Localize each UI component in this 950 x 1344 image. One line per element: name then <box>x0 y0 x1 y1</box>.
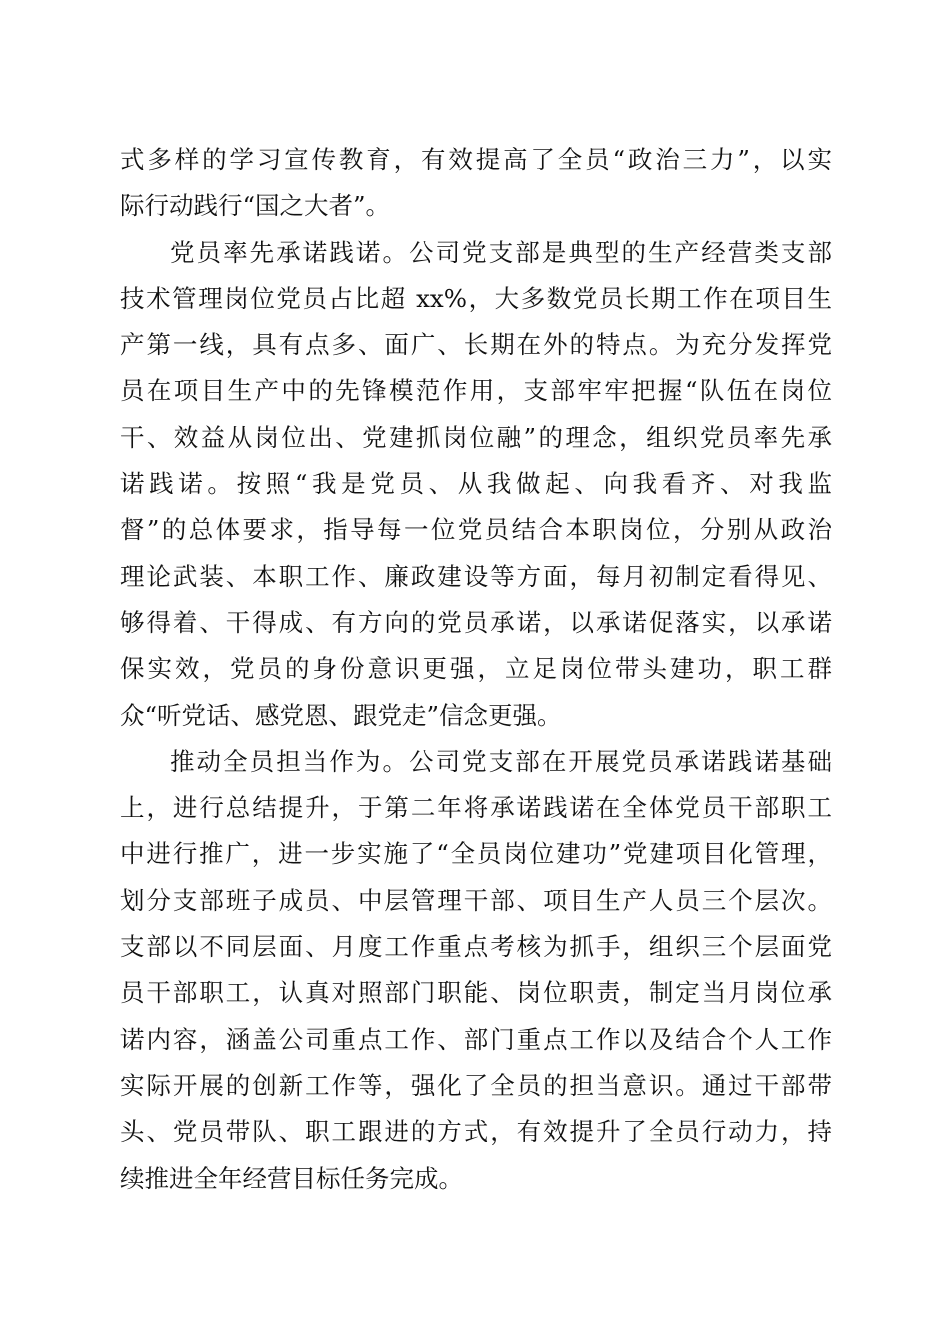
text-line: 诺内容，涵盖公司重点工作、部门重点工作以及结合个人工作 <box>120 1024 832 1054</box>
text-line: 技术管理岗位党员占比超 xx%，大多数党员长期工作在项目生 <box>120 283 832 313</box>
text-line: 划分支部班子成员、中层管理干部、项目生产人员三个层次。 <box>120 885 832 915</box>
text-line: 续推进全年经营目标任务完成。 <box>120 1163 463 1193</box>
text-line: 够得着、干得成、有方向的党员承诺，以承诺促落实，以承诺 <box>120 607 832 637</box>
text-line: 中进行推广，进一步实施了“全员岗位建功”党建项目化管理， <box>120 839 832 869</box>
text-line: 员干部职工，认真对照部门职能、岗位职责，制定当月岗位承 <box>120 978 832 1008</box>
document-body <box>120 137 832 1202</box>
text-line: 理论武装、本职工作、廉政建设等方面，每月初制定看得见、 <box>120 561 832 591</box>
text-line: 际行动践行“国之大者”。 <box>120 191 391 221</box>
text-line: 头、党员带队、职工跟进的方式，有效提升了全员行动力，持 <box>120 1117 832 1147</box>
text-line: 诺践诺。按照“我是党员、从我做起、向我看齐、对我监 <box>120 469 832 499</box>
text-line: 督”的总体要求，指导每一位党员结合本职岗位，分别从政治 <box>120 515 832 545</box>
text-line: 实际开展的创新工作等，强化了全员的担当意识。通过干部带 <box>120 1070 832 1100</box>
paragraph-1 <box>120 137 832 230</box>
text-line: 推动全员担当作为。公司党支部在开展党员承诺践诺基础 <box>170 746 832 776</box>
text-line: 保实效，党员的身份意识更强，立足岗位带头建功，职工群 <box>120 654 832 684</box>
paragraph-2 <box>120 230 832 739</box>
text-line: 员在项目生产中的先锋模范作用，支部牢牢把握“队伍在岗位 <box>120 376 832 406</box>
text-line: 党员率先承诺践诺。公司党支部是典型的生产经营类支部 <box>170 237 832 267</box>
text-line: 产第一线，具有点多、面广、长期在外的特点。为充分发挥党 <box>120 330 832 360</box>
text-line: 式多样的学习宣传教育，有效提高了全员“政治三力”，以实 <box>120 145 832 174</box>
text-line: 众“听党话、感党恩、跟党走”信念更强。 <box>120 700 562 730</box>
paragraph-3 <box>120 739 832 1202</box>
text-line: 干、效益从岗位出、党建抓岗位融”的理念，组织党员率先承 <box>120 422 832 452</box>
text-line: 上，进行总结提升，于第二年将承诺践诺在全体党员干部职工 <box>120 793 832 823</box>
text-line: 支部以不同层面、月度工作重点考核为抓手，组织三个层面党 <box>120 932 832 962</box>
